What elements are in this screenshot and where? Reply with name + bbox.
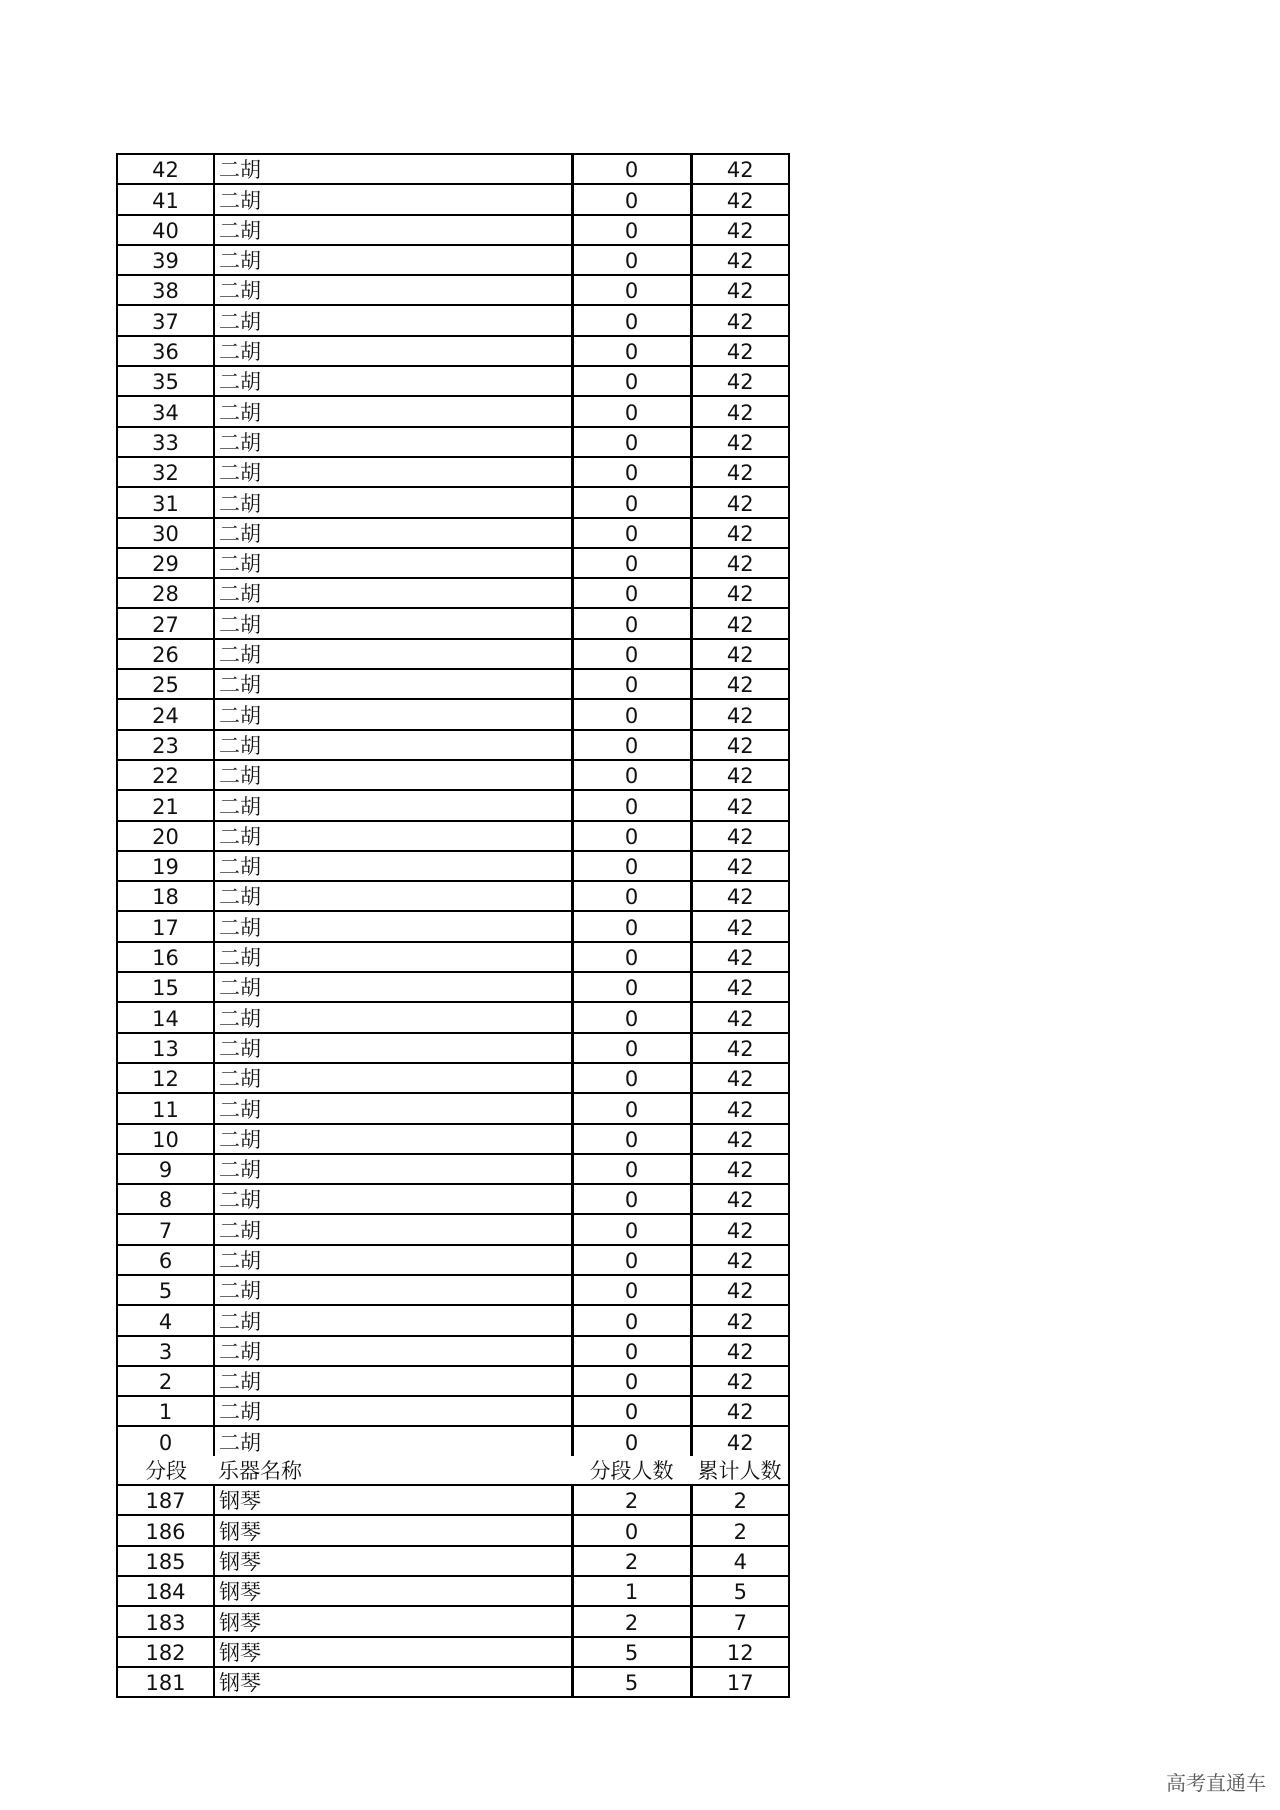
instrument-name-cell: 二胡	[214, 215, 572, 245]
instrument-name-cell: 二胡	[214, 336, 572, 366]
cumulative-count-cell: 42	[691, 578, 789, 608]
cumulative-count-cell: 42	[691, 1124, 789, 1154]
score-segment-cell: 9	[117, 1154, 214, 1184]
instrument-name-cell: 二胡	[214, 699, 572, 729]
instrument-name-cell: 二胡	[214, 790, 572, 820]
score-segment-cell: 184	[117, 1576, 214, 1606]
score-segment-cell: 42	[117, 154, 214, 184]
table-row	[117, 1124, 789, 1154]
instrument-name-cell: 二胡	[214, 1033, 572, 1063]
instrument-name-cell: 二胡	[214, 396, 572, 426]
table-row	[117, 760, 789, 790]
table-row	[117, 972, 789, 1002]
score-segment-cell: 15	[117, 972, 214, 1002]
score-segment-cell: 187	[117, 1485, 214, 1515]
score-segment-cell: 14	[117, 1002, 214, 1032]
cumulative-count-cell: 42	[691, 972, 789, 1002]
table-row	[117, 245, 789, 275]
cumulative-count-cell: 42	[691, 154, 789, 184]
instrument-name-cell: 钢琴	[214, 1546, 572, 1576]
cumulative-count-cell: 42	[691, 911, 789, 941]
score-segment-cell: 34	[117, 396, 214, 426]
segment-count-cell: 0	[572, 487, 691, 517]
score-segment-cell: 33	[117, 427, 214, 457]
cumulative-count-cell: 42	[691, 1063, 789, 1093]
segment-count-cell: 0	[572, 1184, 691, 1214]
segment-count-cell: 0	[572, 608, 691, 638]
segment-count-cell: 0	[572, 245, 691, 275]
instrument-name-cell: 二胡	[214, 548, 572, 578]
segment-count-cell: 0	[572, 548, 691, 578]
instrument-name-cell: 钢琴	[214, 1637, 572, 1667]
table-row	[117, 1002, 789, 1032]
score-segment-cell: 11	[117, 1093, 214, 1123]
table-row	[117, 154, 789, 184]
segment-count-cell: 0	[572, 790, 691, 820]
table-row	[117, 1426, 789, 1455]
cumulative-count-cell: 42	[691, 760, 789, 790]
score-segment-cell: 8	[117, 1184, 214, 1214]
cumulative-count-cell: 42	[691, 881, 789, 911]
segment-count-cell: 0	[572, 366, 691, 396]
instrument-name-cell: 二胡	[214, 942, 572, 972]
score-segment-cell: 25	[117, 669, 214, 699]
instrument-name-cell: 二胡	[214, 608, 572, 638]
cumulative-count-cell: 17	[691, 1667, 789, 1697]
cumulative-count-cell: 5	[691, 1576, 789, 1606]
score-segment-cell: 185	[117, 1546, 214, 1576]
score-segment-cell: 30	[117, 518, 214, 548]
cumulative-count-cell: 12	[691, 1637, 789, 1667]
table-row	[117, 790, 789, 820]
score-segment-cell: 5	[117, 1275, 214, 1305]
cumulative-count-cell: 42	[691, 1305, 789, 1335]
instrument-name-cell: 钢琴	[214, 1576, 572, 1606]
score-segment-cell: 22	[117, 760, 214, 790]
segment-count-cell: 0	[572, 1124, 691, 1154]
segment-count-cell: 0	[572, 184, 691, 214]
score-segment-cell: 181	[117, 1667, 214, 1697]
score-segment-cell: 0	[117, 1426, 214, 1455]
segment-count-cell: 0	[572, 1063, 691, 1093]
table-row	[117, 699, 789, 729]
cumulative-count-cell: 42	[691, 1154, 789, 1184]
instrument-name-cell: 二胡	[214, 1275, 572, 1305]
table-row	[117, 1637, 789, 1667]
score-segment-cell: 183	[117, 1606, 214, 1636]
table-row	[117, 942, 789, 972]
table-header-row	[117, 1456, 789, 1485]
table-row	[117, 1366, 789, 1396]
score-segment-cell: 17	[117, 911, 214, 941]
instrument-name-cell: 二胡	[214, 487, 572, 517]
instrument-name-cell: 二胡	[214, 669, 572, 699]
table-row	[117, 1485, 789, 1515]
score-segment-cell: 19	[117, 851, 214, 881]
instrument-name-cell: 二胡	[214, 881, 572, 911]
table-row	[117, 1396, 789, 1426]
instrument-name-cell: 二胡	[214, 1336, 572, 1366]
score-segment-cell: 26	[117, 639, 214, 669]
instrument-name-cell: 二胡	[214, 1154, 572, 1184]
segment-count-cell: 0	[572, 1426, 691, 1455]
table-row	[117, 1305, 789, 1335]
instrument-name-cell: 乐器名称	[214, 1456, 572, 1485]
score-segment-cell: 6	[117, 1245, 214, 1275]
score-segment-cell: 18	[117, 881, 214, 911]
watermark-text: 高考直通车	[1166, 1771, 1266, 1795]
segment-count-cell: 0	[572, 305, 691, 335]
table-row	[117, 427, 789, 457]
segment-count-cell: 0	[572, 1245, 691, 1275]
score-segment-cell: 31	[117, 487, 214, 517]
cumulative-count-cell: 42	[691, 336, 789, 366]
segment-count-cell: 0	[572, 1396, 691, 1426]
cumulative-count-cell: 42	[691, 790, 789, 820]
segment-count-cell: 0	[572, 518, 691, 548]
cumulative-count-cell: 42	[691, 639, 789, 669]
score-segment-cell: 186	[117, 1515, 214, 1545]
instrument-name-cell: 二胡	[214, 760, 572, 790]
cumulative-count-cell: 累计人数	[691, 1456, 789, 1485]
segment-count-cell: 2	[572, 1606, 691, 1636]
instrument-name-cell: 二胡	[214, 1063, 572, 1093]
instrument-name-cell: 二胡	[214, 184, 572, 214]
score-segment-cell: 2	[117, 1366, 214, 1396]
segment-count-cell: 2	[572, 1485, 691, 1515]
score-segment-cell: 28	[117, 578, 214, 608]
table-row	[117, 669, 789, 699]
segment-count-cell: 0	[572, 1515, 691, 1545]
cumulative-count-cell: 42	[691, 1336, 789, 1366]
cumulative-count-cell: 4	[691, 1546, 789, 1576]
table-row	[117, 1093, 789, 1123]
cumulative-count-cell: 42	[691, 1002, 789, 1032]
instrument-name-cell: 二胡	[214, 1396, 572, 1426]
cumulative-count-cell: 42	[691, 215, 789, 245]
score-segment-cell: 29	[117, 548, 214, 578]
cumulative-count-cell: 42	[691, 396, 789, 426]
cumulative-count-cell: 42	[691, 1245, 789, 1275]
segment-count-cell: 0	[572, 1033, 691, 1063]
table-row	[117, 578, 789, 608]
table-row	[117, 1245, 789, 1275]
instrument-name-cell: 钢琴	[214, 1515, 572, 1545]
instrument-name-cell: 二胡	[214, 457, 572, 487]
segment-count-cell: 0	[572, 639, 691, 669]
instrument-name-cell: 二胡	[214, 518, 572, 548]
segment-count-cell: 0	[572, 1214, 691, 1244]
table-row	[117, 639, 789, 669]
score-segment-cell: 3	[117, 1336, 214, 1366]
segment-count-cell: 0	[572, 942, 691, 972]
segment-count-cell: 0	[572, 1305, 691, 1335]
instrument-name-cell: 二胡	[214, 245, 572, 275]
cumulative-count-cell: 2	[691, 1515, 789, 1545]
score-segment-cell: 21	[117, 790, 214, 820]
table-row	[117, 1667, 789, 1697]
cumulative-count-cell: 42	[691, 487, 789, 517]
segment-count-cell: 0	[572, 154, 691, 184]
instrument-name-cell: 二胡	[214, 851, 572, 881]
segment-count-cell: 0	[572, 1275, 691, 1305]
instrument-name-cell: 钢琴	[214, 1606, 572, 1636]
score-segment-cell: 37	[117, 305, 214, 335]
table-row	[117, 487, 789, 517]
table-row	[117, 184, 789, 214]
cumulative-count-cell: 42	[691, 1033, 789, 1063]
segment-count-cell: 0	[572, 457, 691, 487]
segment-count-cell: 0	[572, 730, 691, 760]
segment-count-cell: 0	[572, 1336, 691, 1366]
segment-count-cell: 0	[572, 275, 691, 305]
instrument-name-cell: 二胡	[214, 911, 572, 941]
score-table	[116, 153, 790, 1698]
cumulative-count-cell: 42	[691, 699, 789, 729]
table-row	[117, 1606, 789, 1636]
cumulative-count-cell: 42	[691, 457, 789, 487]
table-row	[117, 366, 789, 396]
segment-count-cell: 0	[572, 1366, 691, 1396]
segment-count-cell: 0	[572, 972, 691, 1002]
segment-count-cell: 0	[572, 699, 691, 729]
table-row	[117, 1063, 789, 1093]
segment-count-cell: 0	[572, 881, 691, 911]
segment-count-cell: 0	[572, 396, 691, 426]
segment-count-cell: 5	[572, 1637, 691, 1667]
cumulative-count-cell: 42	[691, 1093, 789, 1123]
instrument-name-cell: 二胡	[214, 1093, 572, 1123]
cumulative-count-cell: 7	[691, 1606, 789, 1636]
instrument-name-cell: 二胡	[214, 639, 572, 669]
instrument-name-cell: 二胡	[214, 821, 572, 851]
score-segment-cell: 分段	[117, 1456, 214, 1485]
segment-count-cell: 0	[572, 336, 691, 366]
cumulative-count-cell: 42	[691, 275, 789, 305]
score-segment-cell: 182	[117, 1637, 214, 1667]
score-segment-cell: 40	[117, 215, 214, 245]
cumulative-count-cell: 42	[691, 821, 789, 851]
segment-count-cell: 0	[572, 669, 691, 699]
score-segment-cell: 35	[117, 366, 214, 396]
instrument-name-cell: 二胡	[214, 1305, 572, 1335]
table-row	[117, 1275, 789, 1305]
cumulative-count-cell: 42	[691, 730, 789, 760]
table-row	[117, 275, 789, 305]
table-row	[117, 730, 789, 760]
cumulative-count-cell: 42	[691, 851, 789, 881]
score-segment-cell: 36	[117, 336, 214, 366]
score-segment-cell: 10	[117, 1124, 214, 1154]
instrument-name-cell: 二胡	[214, 578, 572, 608]
segment-count-cell: 0	[572, 821, 691, 851]
cumulative-count-cell: 42	[691, 366, 789, 396]
segment-count-cell: 5	[572, 1667, 691, 1697]
table-row	[117, 1576, 789, 1606]
table-row	[117, 1184, 789, 1214]
cumulative-count-cell: 42	[691, 427, 789, 457]
table-row	[117, 336, 789, 366]
cumulative-count-cell: 42	[691, 245, 789, 275]
cumulative-count-cell: 42	[691, 184, 789, 214]
segment-count-cell: 0	[572, 578, 691, 608]
instrument-name-cell: 二胡	[214, 1366, 572, 1396]
instrument-name-cell: 二胡	[214, 1245, 572, 1275]
score-segment-cell: 12	[117, 1063, 214, 1093]
table-row	[117, 548, 789, 578]
instrument-name-cell: 钢琴	[214, 1667, 572, 1697]
segment-count-cell: 0	[572, 1002, 691, 1032]
segment-count-cell: 0	[572, 911, 691, 941]
cumulative-count-cell: 42	[691, 608, 789, 638]
cumulative-count-cell: 42	[691, 1396, 789, 1426]
table-row	[117, 1033, 789, 1063]
cumulative-count-cell: 42	[726, 1430, 754, 1455]
score-segment-cell: 24	[117, 699, 214, 729]
table-row	[117, 518, 789, 548]
instrument-name-cell: 二胡	[214, 275, 572, 305]
table-row	[117, 215, 789, 245]
score-segment-cell: 20	[117, 821, 214, 851]
instrument-name-cell: 二胡	[214, 1426, 572, 1455]
cumulative-count-cell: 42	[691, 1184, 789, 1214]
score-segment-cell: 16	[117, 942, 214, 972]
instrument-name-cell: 二胡	[214, 1124, 572, 1154]
instrument-name-cell: 二胡	[214, 427, 572, 457]
table-row	[117, 1336, 789, 1366]
table-row	[117, 396, 789, 426]
table-row	[117, 305, 789, 335]
table-row	[117, 881, 789, 911]
segment-count-cell: 1	[572, 1576, 691, 1606]
cumulative-count-cell: 42	[691, 669, 789, 699]
segment-count-cell: 0	[572, 215, 691, 245]
table-row	[117, 1154, 789, 1184]
instrument-name-cell: 二胡	[214, 366, 572, 396]
score-segment-cell: 27	[117, 608, 214, 638]
cumulative-count-cell: 42	[691, 1214, 789, 1244]
segment-count-cell: 0	[572, 851, 691, 881]
score-table-body	[117, 154, 789, 1697]
instrument-name-cell: 二胡	[214, 305, 572, 335]
instrument-name-cell: 二胡	[214, 1002, 572, 1032]
cumulative-count-cell: 42	[691, 1275, 789, 1305]
instrument-name-cell: 二胡	[214, 1214, 572, 1244]
table-row	[117, 1546, 789, 1576]
score-segment-cell: 23	[117, 730, 214, 760]
table-row	[117, 911, 789, 941]
score-segment-cell: 38	[117, 275, 214, 305]
cumulative-count-cell: 42	[691, 518, 789, 548]
instrument-name-cell: 二胡	[214, 154, 572, 184]
score-segment-cell: 13	[117, 1033, 214, 1063]
cumulative-count-cell: 42	[691, 548, 789, 578]
cumulative-count-cell: 42	[691, 942, 789, 972]
table-row	[117, 457, 789, 487]
table-row	[117, 851, 789, 881]
cumulative-count-cell: 2	[691, 1485, 789, 1515]
segment-count-cell: 0	[572, 427, 691, 457]
score-segment-cell: 41	[117, 184, 214, 214]
cumulative-count-cell: 42	[691, 1366, 789, 1396]
score-segment-cell: 7	[117, 1214, 214, 1244]
cumulative-count-cell: 42	[691, 305, 789, 335]
instrument-name-cell: 二胡	[214, 972, 572, 1002]
table-row	[117, 1214, 789, 1244]
segment-count-cell: 2	[572, 1546, 691, 1576]
instrument-name-cell: 二胡	[214, 1184, 572, 1214]
table-row	[117, 821, 789, 851]
table-row	[117, 608, 789, 638]
instrument-name-cell: 二胡	[214, 730, 572, 760]
segment-count-cell: 0	[572, 760, 691, 790]
score-segment-cell: 1	[117, 1396, 214, 1426]
score-segment-cell: 4	[117, 1305, 214, 1335]
table-row	[117, 1515, 789, 1545]
segment-count-cell: 0	[572, 1154, 691, 1184]
segment-count-cell: 分段人数	[572, 1456, 691, 1485]
score-segment-cell: 39	[117, 245, 214, 275]
instrument-name-cell: 钢琴	[214, 1485, 572, 1515]
score-segment-cell: 32	[117, 457, 214, 487]
segment-count-cell: 0	[572, 1093, 691, 1123]
